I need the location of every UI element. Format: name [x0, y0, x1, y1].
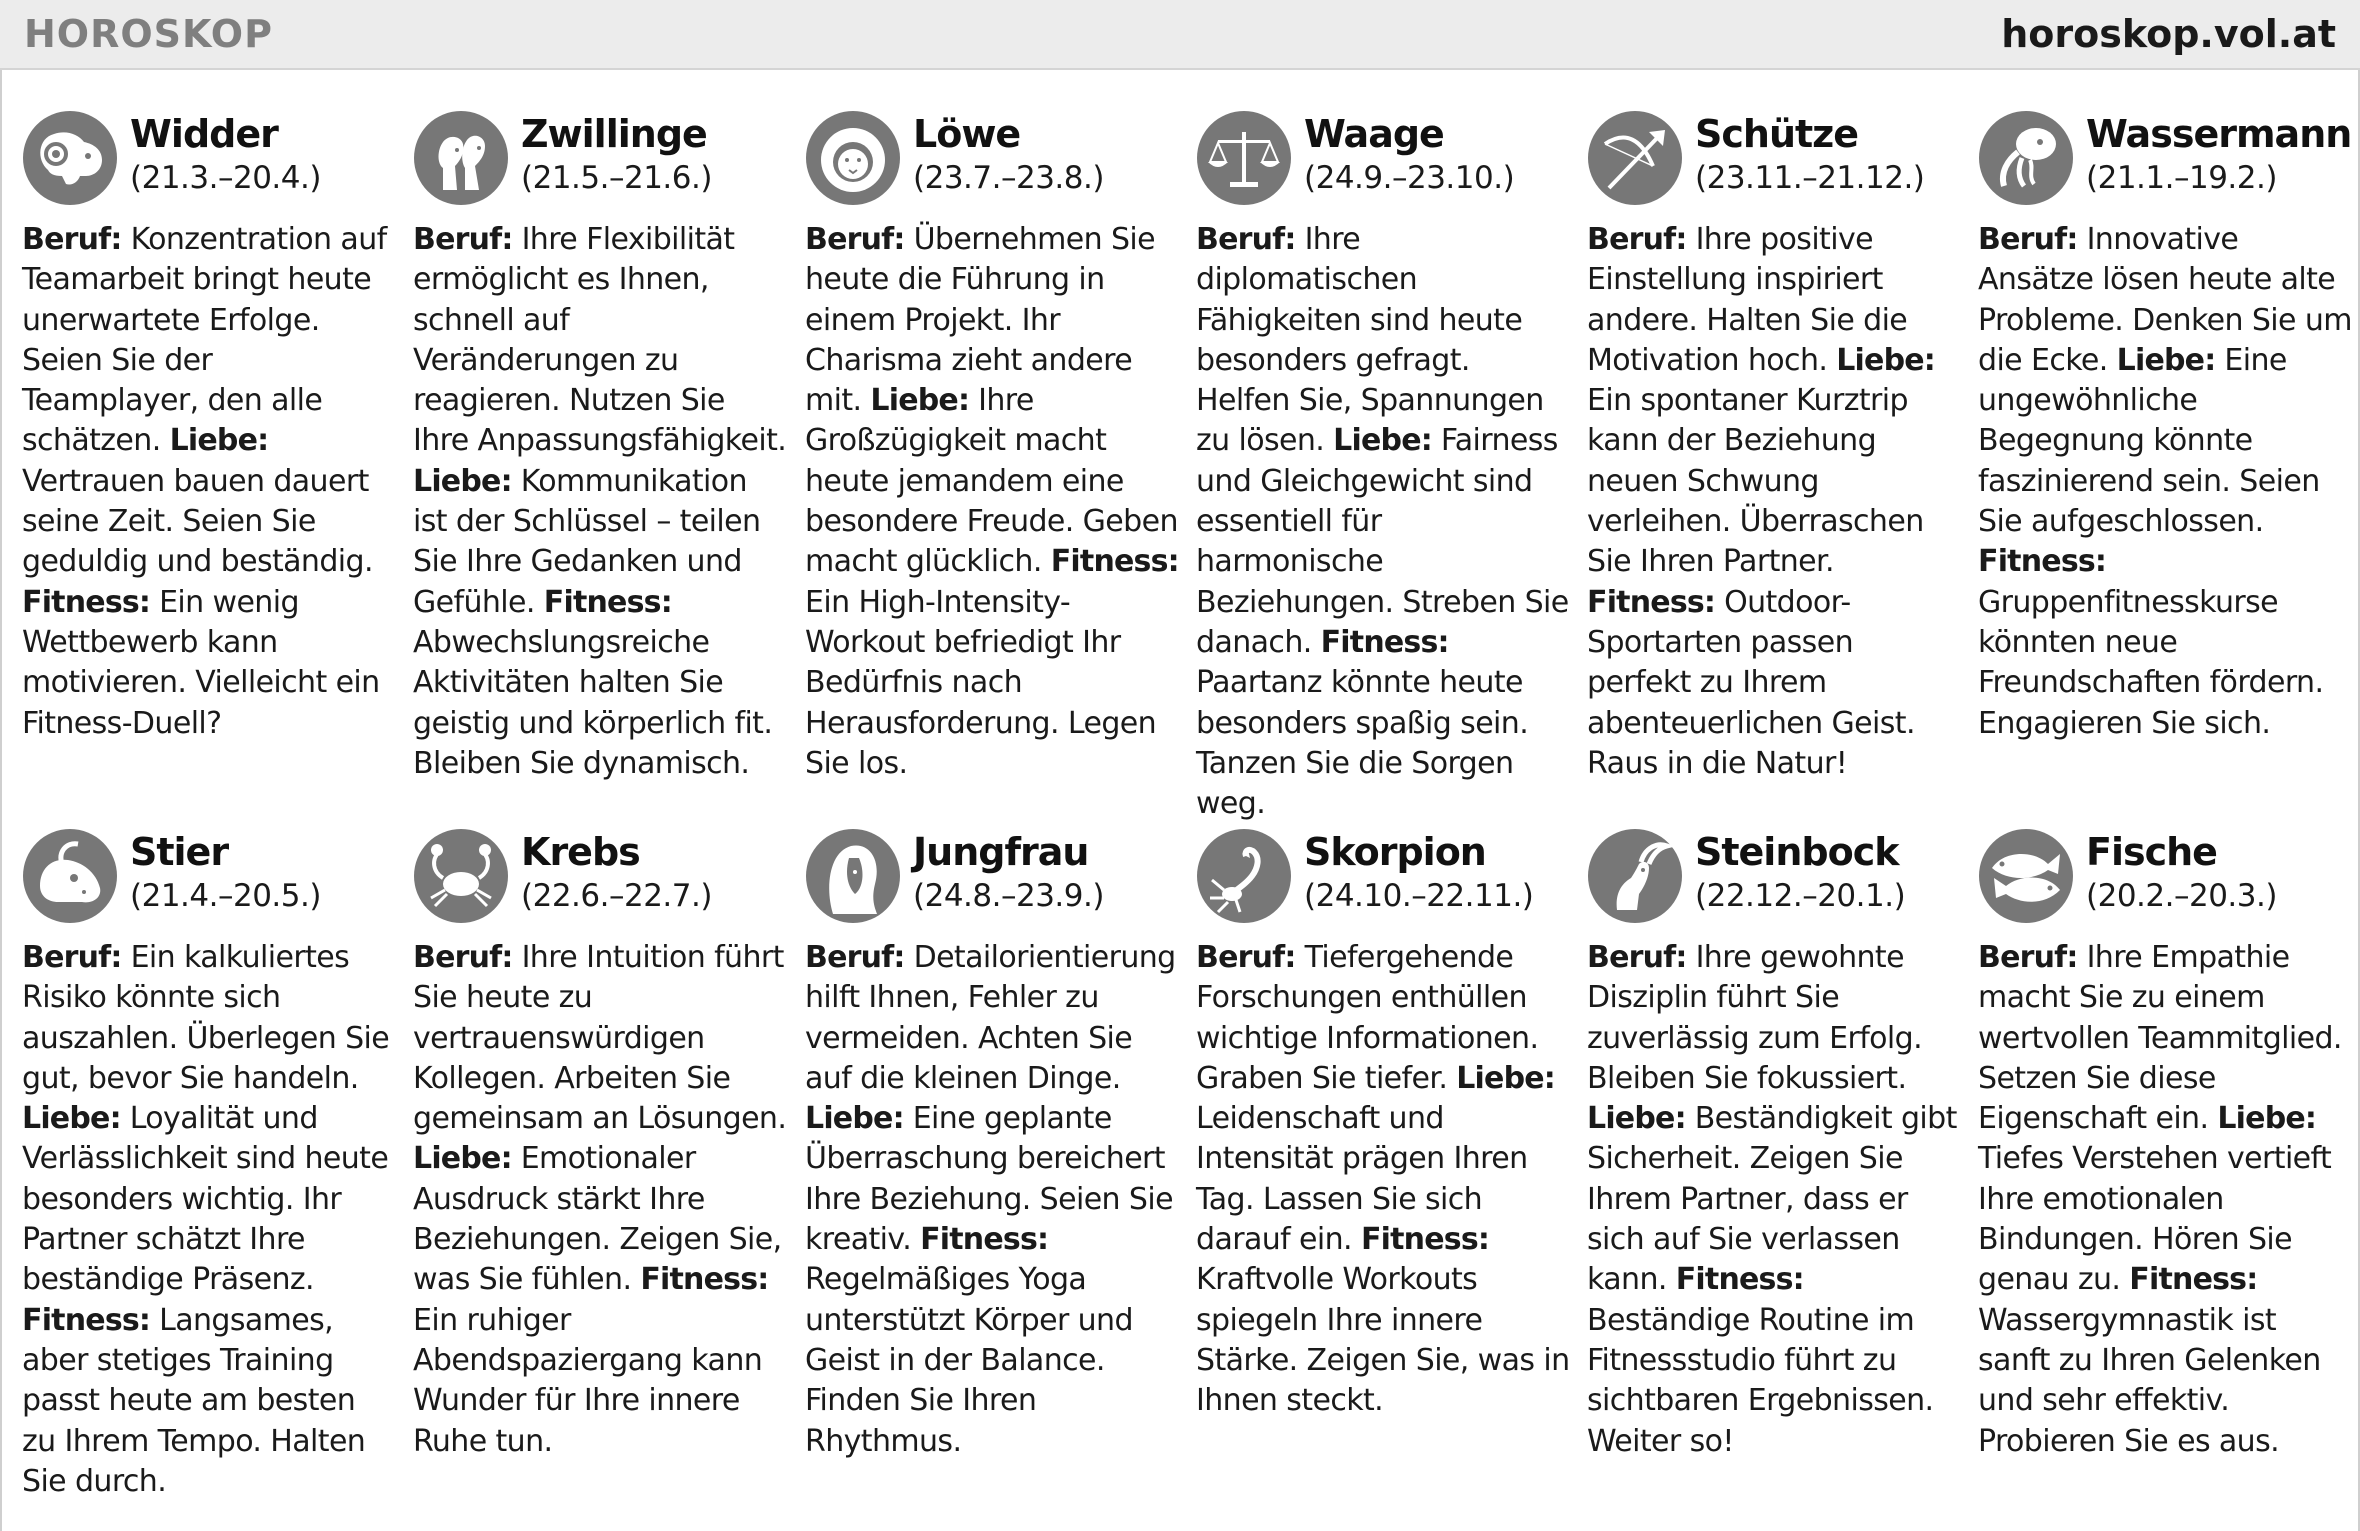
label-beruf: Beruf: — [1587, 940, 1687, 975]
text-liebe: Leidenschaft und Intensität prägen Ihren Tag. Lassen Sie sich darauf ein. — [1196, 1101, 1528, 1258]
text-liebe: Emotionaler Ausdruck stärkt Ihre Beziehungen. Zeigen Sie, was Sie fühlen. — [413, 1141, 782, 1298]
horoscope-card-zwillinge — [413, 110, 787, 784]
frame-divider-left — [0, 70, 2, 1531]
horoscope-card-krebs — [413, 828, 787, 1462]
text-liebe: Tiefes Verstehen vertieft Ihre emotionalen Bindungen. Hören Sie genau zu. — [1978, 1141, 2332, 1298]
label-liebe: Liebe: — [1587, 1101, 1686, 1137]
label-fitness: Fitness: — [1587, 584, 1716, 620]
page-header — [0, 0, 2360, 70]
horoscope-text — [1587, 938, 1961, 1462]
ram-icon — [22, 110, 118, 206]
section-title: HOROSKOP — [24, 12, 273, 56]
text-beruf: Übernehmen Sie heute die Führung in einem Projekt. Ihr Charisma zieht andere mit. — [805, 222, 1155, 419]
label-fitness: Fitness: — [2129, 1262, 2258, 1298]
horoscope-text — [1587, 220, 1961, 784]
label-beruf: Beruf: — [1196, 940, 1296, 975]
horoscope-card-steinbock — [1587, 828, 1961, 1462]
sign-name: Schütze — [1695, 112, 1859, 156]
horoscope-text — [805, 938, 1179, 1462]
text-liebe: Ein spontaner Kurztrip kann der Beziehung neuen Schwung verleihen. Überraschen Sie Ihren Partner. — [1587, 383, 1924, 580]
label-fitness: Fitness: — [543, 584, 672, 620]
horoscope-text — [1978, 938, 2352, 1462]
horoscope-text — [22, 220, 396, 744]
label-fitness: Fitness: — [1675, 1262, 1804, 1298]
label-beruf: Beruf: — [805, 940, 905, 975]
text-liebe: Eine geplante Überraschung bereichert Ihre Beziehung. Seien Sie kreativ. — [805, 1101, 1173, 1258]
text-beruf: Detailorientierung hilft Ihnen, Fehler zu vermeiden. Achten Sie auf die kleinen Dinge. — [805, 940, 1176, 1096]
text-liebe: Vertrauen bauen dauert seine Zeit. Seien Sie geduldig und beständig. — [22, 463, 373, 580]
horoscope-card-stier — [22, 828, 396, 1502]
text-beruf: Ihre Empathie macht Sie zu einem wertvollen Teammitglied. Setzen Sie diese Eigenschaft ein. — [1978, 940, 2342, 1137]
label-beruf: Beruf: — [1978, 222, 2078, 257]
sign-dates: (21.4.–20.5.) — [130, 878, 321, 914]
text-fitness: Paartanz könnte heute besonders spaßig sein. Tanzen Sie die Sorgen weg. — [1196, 665, 1529, 822]
sign-name: Krebs — [521, 830, 640, 874]
text-fitness: Wassergymnastik ist sanft zu Ihren Gelenken und sehr effektiv. Probieren Sie es aus. — [1978, 1302, 2321, 1459]
horoscope-text — [22, 938, 396, 1502]
text-beruf: Ihre positive Einstellung inspiriert andere. Halten Sie die Motivation hoch. — [1587, 222, 1908, 378]
horoscope-text — [413, 938, 787, 1462]
text-beruf: Ihre gewohnte Disziplin führt Sie zuverlässig zum Erfolg. Bleiben Sie fokussiert. — [1587, 940, 1923, 1096]
bow-arrow-icon — [1587, 110, 1683, 206]
label-beruf: Beruf: — [413, 940, 513, 975]
sign-dates: (23.11.–21.12.) — [1695, 160, 1925, 196]
text-liebe: Kommunikation ist der Schlüssel – teilen Sie Ihre Gedanken und Gefühle. — [413, 463, 761, 620]
text-liebe: Ihre Großzügigkeit macht heute jemandem eine besondere Freude. Geben macht glücklich. — [805, 383, 1178, 580]
text-beruf: Ihre Flexibilität ermöglicht es Ihnen, schnell auf Veränderungen zu reagieren. Nutzen Sie Ihre Anpassungsfähigkeit. — [413, 222, 787, 459]
twins-icon — [413, 110, 509, 206]
sign-name: Waage — [1304, 112, 1444, 156]
lion-icon — [805, 110, 901, 206]
text-liebe: Fairness und Gleichgewicht sind essentiell für harmonische Beziehungen. Streben Sie danach. — [1196, 423, 1569, 660]
label-fitness: Fitness: — [920, 1222, 1049, 1258]
horoscope-text — [1978, 220, 2352, 744]
horoscope-card-skorpion — [1196, 828, 1570, 1422]
label-fitness: Fitness: — [22, 1302, 151, 1338]
label-beruf: Beruf: — [1978, 940, 2078, 975]
sign-dates: (21.3.–20.4.) — [130, 160, 321, 196]
text-fitness: Ein wenig Wettbewerb kann motivieren. Vielleicht ein Fitness-Duell? — [22, 584, 380, 741]
sign-dates: (22.6.–22.7.) — [521, 878, 712, 914]
sign-name: Widder — [130, 112, 278, 156]
sign-name: Fische — [2086, 830, 2217, 874]
sign-name: Zwillinge — [521, 112, 707, 156]
horoscope-card-loewe — [805, 110, 1179, 784]
text-fitness: Ein High-Intensity-Workout befriedigt Ihr Bedürfnis nach Herausforderung. Legen Sie los. — [805, 584, 1157, 781]
label-liebe: Liebe: — [1836, 342, 1935, 378]
sign-dates: (20.2.–20.3.) — [2086, 878, 2277, 914]
water-bearer-icon — [1978, 110, 2074, 206]
ibex-icon — [1587, 828, 1683, 924]
text-beruf: Ihre Intuition führt Sie heute zu vertrauenswürdigen Kollegen. Arbeiten Sie gemeinsam an Lösungen. — [413, 940, 787, 1137]
horoscope-text — [413, 220, 787, 784]
text-fitness: Langsames, aber stetiges Training passt heute am besten zu Ihrem Tempo. Halten Sie durch. — [22, 1302, 366, 1499]
text-fitness: Ein ruhiger Abendspaziergang kann Wunder für Ihre innere Ruhe tun. — [413, 1302, 763, 1459]
horoscope-card-fische — [1978, 828, 2352, 1462]
sign-dates: (21.5.–21.6.) — [521, 160, 712, 196]
horoscope-text — [1196, 220, 1570, 824]
horoscope-card-widder — [22, 110, 396, 744]
label-fitness: Fitness: — [1050, 544, 1179, 580]
sign-name: Löwe — [913, 112, 1021, 156]
text-beruf: Innovative Ansätze lösen heute alte Probleme. Denken Sie um die Ecke. — [1978, 222, 2352, 378]
sign-dates: (22.12.–20.1.) — [1695, 878, 1906, 914]
sign-dates: (24.8.–23.9.) — [913, 878, 1104, 914]
label-fitness: Fitness: — [1360, 1222, 1490, 1258]
label-fitness: Fitness: — [640, 1262, 769, 1298]
maiden-icon — [805, 828, 901, 924]
label-liebe: Liebe: — [870, 383, 970, 419]
text-beruf: Ihre diplomatischen Fähigkeiten sind heute besonders gefragt. Helfen Sie, Spannungen zu lösen. — [1196, 222, 1544, 459]
label-fitness: Fitness: — [1320, 624, 1449, 660]
label-liebe: Liebe: — [1456, 1060, 1555, 1096]
sign-name: Steinbock — [1695, 830, 1899, 874]
horoscope-text — [805, 220, 1179, 784]
sign-name: Jungfrau — [913, 830, 1089, 874]
text-fitness: Outdoor-Sportarten passen perfekt zu Ihrem abenteuerlichen Geist. Raus in die Natur! — [1587, 584, 1915, 781]
sign-dates: (24.10.–22.11.) — [1304, 878, 1534, 914]
crab-icon — [413, 828, 509, 924]
text-liebe: Loyalität und Verlässlichkeit sind heute besonders wichtig. Ihr Partner schätzt Ihre beständige Präsenz. — [22, 1101, 389, 1298]
text-fitness: Abwechslungsreiche Aktivitäten halten Sie geistig und körperlich fit. Bleiben Sie dynamisch. — [413, 624, 773, 781]
text-fitness: Regelmäßiges Yoga unterstützt Körper und Geist in der Balance. Finden Sie Ihren Rhythmus. — [805, 1262, 1133, 1459]
label-beruf: Beruf: — [413, 222, 513, 257]
scales-icon — [1196, 110, 1292, 206]
text-beruf: Tiefergehende Forschungen enthüllen wichtige Informationen. Graben Sie tiefer. — [1196, 940, 1539, 1096]
label-liebe: Liebe: — [413, 1141, 512, 1177]
label-liebe: Liebe: — [169, 423, 269, 459]
text-liebe: Beständigkeit gibt Sicherheit. Zeigen Sie Ihrem Partner, dass er sich auf Sie verlassen kann. — [1587, 1101, 1957, 1298]
text-fitness: Kraftvolle Workouts spiegeln Ihre innere Stärke. Zeigen Sie, was in Ihnen steckt. — [1196, 1262, 1570, 1419]
horoscope-card-waage — [1196, 110, 1570, 824]
bull-icon — [22, 828, 118, 924]
scorpion-icon — [1196, 828, 1292, 924]
horoscope-card-schuetze — [1587, 110, 1961, 784]
label-beruf: Beruf: — [805, 222, 905, 257]
sign-dates: (23.7.–23.8.) — [913, 160, 1104, 196]
label-liebe: Liebe: — [2116, 342, 2216, 378]
label-fitness: Fitness: — [22, 584, 151, 620]
horoscope-text — [1196, 938, 1570, 1422]
label-liebe: Liebe: — [1333, 423, 1432, 459]
text-beruf: Konzentration auf Teamarbeit bringt heute unerwartete Erfolge. Seien Sie der Teamplayer, den alle schätzen. — [22, 222, 387, 459]
horoscope-card-jungfrau — [805, 828, 1179, 1462]
sign-dates: (21.1.–19.2.) — [2086, 160, 2277, 196]
text-beruf: Ein kalkuliertes Risiko könnte sich auszahlen. Überlegen Sie gut, bevor Sie handeln. — [22, 940, 390, 1096]
label-liebe: Liebe: — [22, 1101, 121, 1137]
label-beruf: Beruf: — [22, 222, 122, 257]
site-url[interactable]: horoskop.vol.at — [2001, 12, 2336, 56]
label-beruf: Beruf: — [1196, 222, 1296, 257]
sign-name: Stier — [130, 830, 229, 874]
text-fitness: Gruppenfitnesskurse könnten neue Freundschaften fördern. Engagieren Sie sich. — [1978, 584, 2324, 741]
label-beruf: Beruf: — [1587, 222, 1687, 257]
text-liebe: Eine ungewöhnliche Begegnung könnte faszinierend sein. Seien Sie aufgeschlossen. — [1978, 342, 2320, 540]
sign-name: Skorpion — [1304, 830, 1486, 874]
fish-icon — [1978, 828, 2074, 924]
sign-dates: (24.9.–23.10.) — [1304, 160, 1515, 196]
label-liebe: Liebe: — [413, 463, 512, 499]
label-liebe: Liebe: — [805, 1101, 904, 1137]
label-liebe: Liebe: — [2217, 1101, 2317, 1137]
label-beruf: Beruf: — [22, 940, 122, 975]
horoscope-card-wassermann — [1978, 110, 2352, 744]
text-fitness: Beständige Routine im Fitnessstudio führt zu sichtbaren Ergebnissen. Weiter so! — [1587, 1302, 1934, 1459]
label-fitness: Fitness: — [1978, 544, 2107, 580]
sign-name: Wassermann — [2086, 112, 2352, 156]
